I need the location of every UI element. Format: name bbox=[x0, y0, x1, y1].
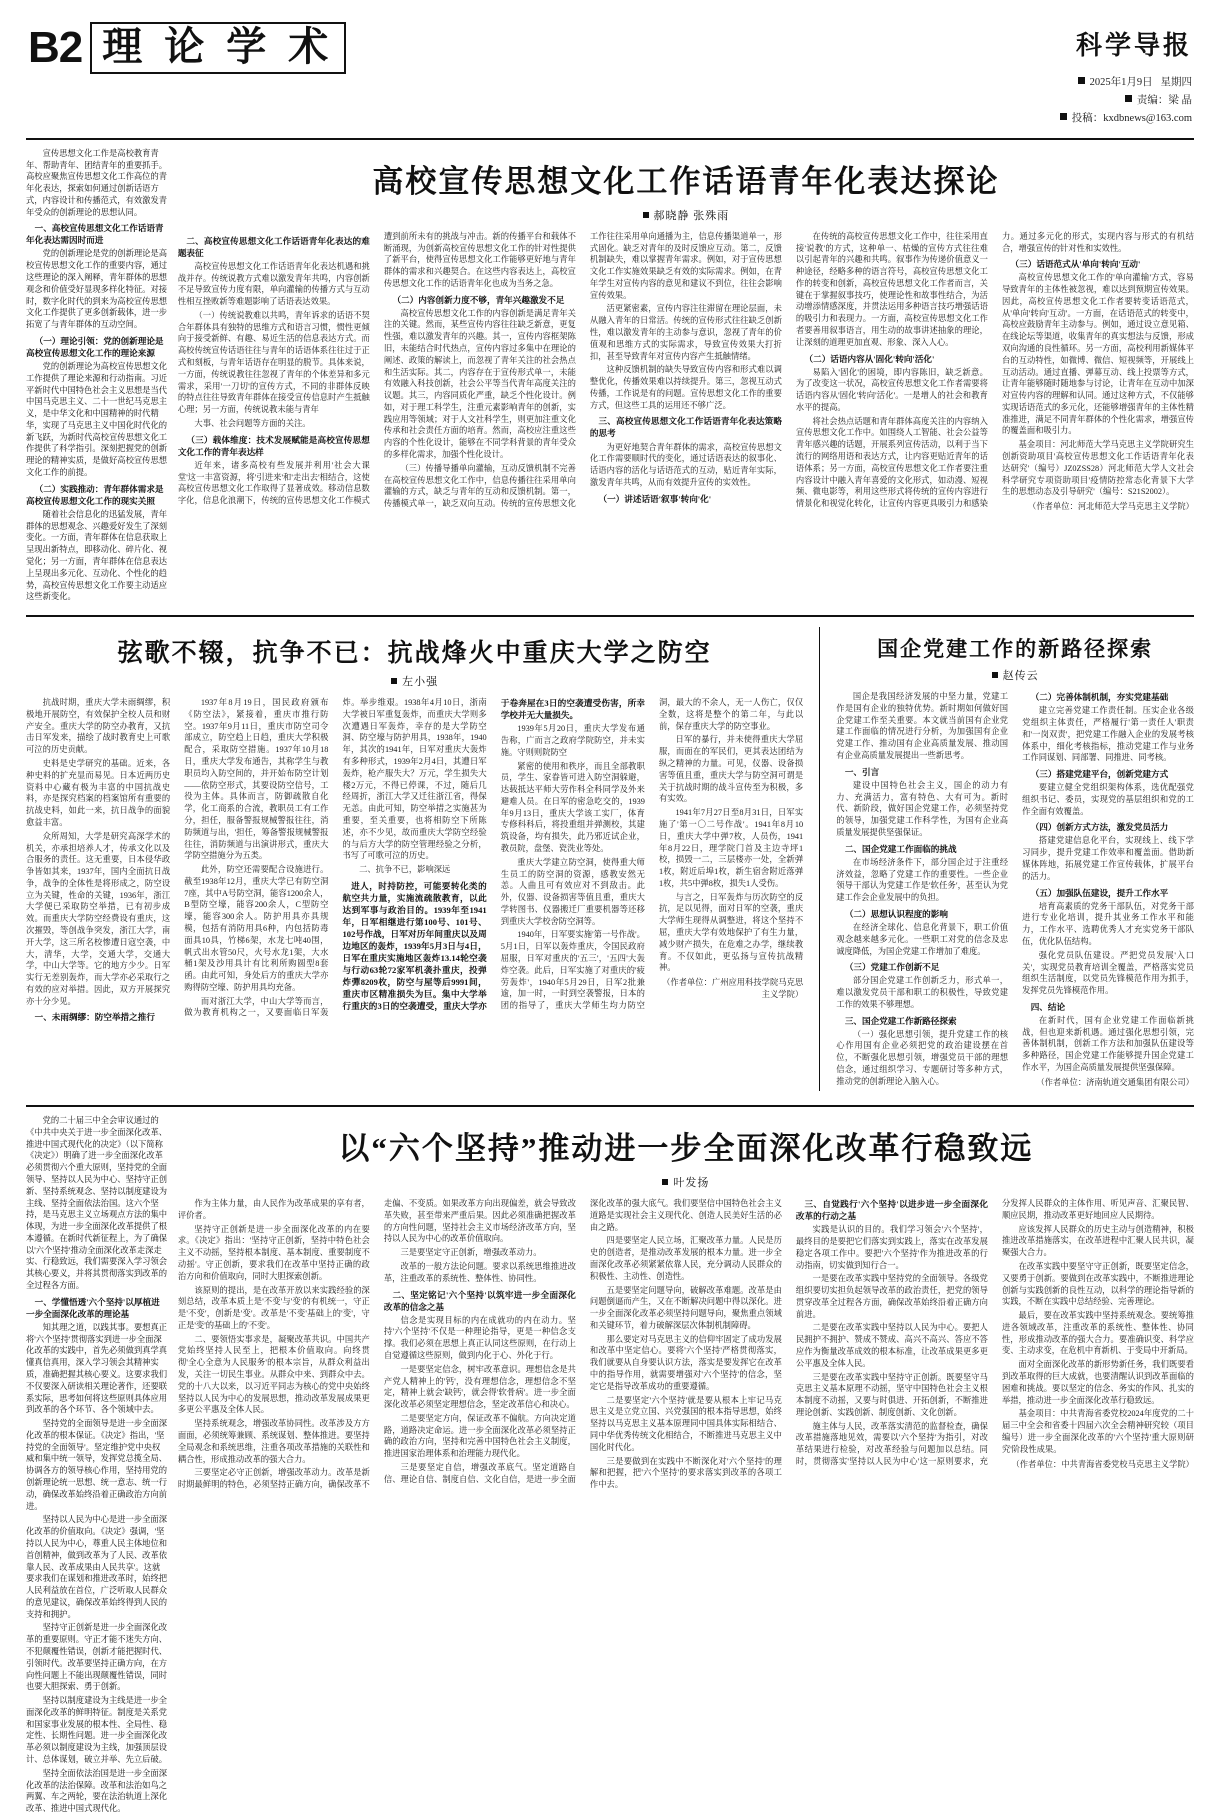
subheading: （二）实践推动：青年群体需求是高校宣传思想文化工作的现实关照 bbox=[26, 483, 164, 506]
paragraph: 坚持守正创新是进一步全面深化改革的重要原则。守正才能不迷失方向、不犯颠覆性错误，创新才能把握时代、引领时代。改革要坚持正确方向，在方向性问题上不能出现颠覆性错误，同时也要大胆探索、勇于创新。 bbox=[26, 1623, 168, 1692]
subheading: 二、坚定铭记'六个坚持'以筑牢进一步全面深化改革的信念之基 bbox=[383, 1289, 576, 1312]
section-middle bbox=[0, 617, 1220, 1095]
author-name: 叶发扬 bbox=[673, 1177, 710, 1190]
date-text: 2025年1月9日 bbox=[1089, 77, 1153, 89]
paragraph: 二、抗争不已，影响深远 bbox=[359, 865, 451, 875]
paragraph: 建设中国特色社会主义，国企的动力有力、充满活力，富有特色、大有可为。新时代、新阶段，做好国企党建工作，必须坚持党的领导，加强党建工作科学性，为国有企业高质量发展提供坚强保证。 bbox=[836, 780, 1009, 837]
paragraph: 知其理之道，以践其事。要想真正将'六个坚持'贯彻落实到进一步全面深化改革的实践中，首先必须做到真学真懂真信真用，深入学习领会其精神实质，准确把握其核心要义。这要求我们不仅要深入研读相关理论著作，还要联系实际，思考如何将这些原则具体应用到改革的各个环节、各个领域中去。 bbox=[26, 1322, 168, 1415]
article-1 bbox=[0, 140, 1220, 605]
author-names: 郝晓静 张殊雨 bbox=[653, 209, 730, 222]
subheading: 二、高校宣传思想文化工作话语青年化表达的难题表征 bbox=[177, 235, 370, 258]
paragraph: 重庆大学建立防空洞，使得重大师生员工的防空洞的资源，感教安然无恙。人曲且可有效应对不到敌击。此外，仪器、设备损害等值且重，重庆大学转图书、仪器搬迁厂重要机器等还移到重庆大学校舍防空洞等。 bbox=[500, 857, 645, 926]
paragraph: 众所周知，大学是研究高深学术的机关，亦承担培养人才，传承文化以及合服务的责任。这无重要，日本侵华政争皆如其来，1937年，国内全面抗日战争，战争的全体性是将形成之，防空设立为关键，性命的关键，1936年，浙江大学便已采取防空举措，已有初步成效。而重庆大学防空经费设有重庆，这次摧毁，等创战争突发，浙江大学，南开大学，这三所名校惨遭日寇空袭，中大，清华，大学，交通大学，交通大学，中山大学等。它的地方少少。日军实行无差别轰炸，而大学亦必采取行之有效的应对举措。因此，双方开展探究亦十分少见。 bbox=[26, 831, 171, 1006]
paragraph: 此外，防空还需要配合设施进行。截至1938年12月，重庆大学已有防空洞7座，其中A号防空洞，能容1200余人，B型防空壕，能容200余人，C型防空壕，能容300余人。防护用具亦具规模，包括有消防用具6种，内包括防毒面具10具，竹梯6架，水龙七吨40围，帆式出水管50尺，火号水龙1架，大水桶1架及沙用具计有比利所购圆型8套函。由此可知，身处后方的重庆大学亦购得防空壕、防护用具均充备。 bbox=[184, 865, 329, 992]
bullet-square-icon bbox=[1125, 95, 1132, 102]
subheading: （二）内容创新力度不够，青年兴趣激发不足 bbox=[392, 294, 565, 305]
subheading: （一）理论引领：党的创新理论是高校宣传思想文化工作的理论来源 bbox=[26, 335, 164, 358]
article-1-main bbox=[178, 148, 1194, 605]
subheading: （二）话语内容从'固化'转向'活化' bbox=[804, 353, 935, 364]
paragraph: 为更好地契合青年群体的需求，高校宣传思想文化工作需要顺时代的变化，通过话语表达的叙事化、话语内容的活化与话语范式的互动，贴近青年实际，激发青年共鸣，从而有效提升宣传的实效性。 bbox=[589, 442, 782, 487]
article-4-main bbox=[178, 1115, 1194, 1817]
article-4-left-column bbox=[26, 1115, 178, 1817]
paragraph: 高校宣传思想文化工作的'单向灌输'方式，容易导致青年的主体性被忽视，难以达到预期宣传效果。因此，高校宣传思想文化工作者要转变话语范式，从'单向'转向'互动'。一方面，在话语范式的转变中，高校应鼓励青年主动参与。例如，通过设立意见箱、在线论坛等渠道，收集青年的真实想法与反馈，形成双向沟通的良性循环。另一方面，高校利用新媒体平台的互动特性，如微博、微信、短视频等，开展线上互动活动。通过直播、弹幕互动、线上投票等方式，让青年能够随时随地参与讨论，让青年在互动中加深对宣传内容的理解和认同。通过这种方式，不仅能够实现话语范式的多元化，还能够增强青年的主体性精准推进，满足不同青年群体的个性化需求，增强宣传的覆盖面和吸引力。 bbox=[1001, 273, 1194, 436]
subheading: 一、未雨绸缪：防空举措之推行 bbox=[34, 1012, 155, 1023]
paragraph: 随着社会信息化的迅猛发展，青年群体的思想观念、兴趣爱好发生了深刻变化。一方面，青年群体在信息获取上呈现出新特点，即移动化、碎片化、视觉化；另一方面，青年群体在信息表达上呈现出多元化、互动化、个性化的趋势，高校宣传思想文化工作要主动适应这些新变化。 bbox=[26, 509, 168, 602]
article-1-body bbox=[178, 231, 1194, 513]
paragraph: （三）传播导播单向灌输，互动反馈机制不完善在高校宣传思想文化工作中，信息传播往往采用单向灌输的方式，缺乏与青年的互动和反馈机制。第一，传播模式单一，缺乏双向互动。传统的宣传思想文化工作往往采用单向通播为主，信息传播渠道单一，形式固化。缺乏对青年的及时反馈应互动。第二，反馈机制缺失，难以掌握青年需求。例如，对于宣传思想文化工作实施效果缺乏有效的实际需求。例如，在青年学生对宣传内容的意见和建议不到位，往往会影响宣传效果。 bbox=[383, 231, 782, 509]
section-title-box bbox=[90, 22, 346, 74]
paragraph: 日军的暴行，并未使得重庆大学屈服，而面在的军民们，更其表达团结为纵之精神的力量。可见，仪器、设备损害等值且重，重庆大学与防空洞可谓是关于抗战时期的战斗宣传至为积极，多有实效。 bbox=[658, 735, 804, 804]
article-2 bbox=[26, 627, 820, 1091]
paragraph: 坚持全面依法治国是进一步全面深化改革的法治保障。改革和法治如鸟之两翼、车之两轮，要在法治轨道上深化改革、推进中国式现代化。 bbox=[26, 1768, 168, 1814]
subheading: 三、国企党建工作新路径探索 bbox=[844, 1015, 957, 1026]
paragraph: 在经济全球化、信息化背景下，职工价值观念越来越多元化。一些职工对党的信念及忠诚度降低，为国企党建工作增加了难度。 bbox=[836, 922, 1009, 956]
paragraph: 在传统的高校宣传思想文化工作中，往往采用直接'说教'的方式，这种单一、枯燥的宣传方式往往难以引起青年的兴趣和共鸣。叙事作为传递价值意义一种途径，经略多种的语言符号，高校宣传思想文化工作的转变和创新，高校宣传思想文化工作者而言，关键在于掌握叙事技巧，使理论性和故事性结合，为活动增添情感深度，并贯法运用多种语言技巧增强话语的吸引力和表现力。一方面，高校宣传思想文化工作者要善用叙事语言，用生动的故事讲述抽象的理论，让深刻的道理更加直观、形象、深入人心。 bbox=[795, 231, 988, 347]
paragraph: 宣传思想文化工作是高校教育青年、帮助青年、团结青年的重要抓手。高校应聚焦宣传思想文化工作高位的青年化表达，探索如何通过创新话语方式，内容设计和传播范式，有效激发青年受众的创新理论的思想认同。 bbox=[26, 148, 168, 217]
affiliation: （作者单位：广州应用科技学院马克思主义学院） bbox=[662, 978, 804, 999]
paragraph: 强化党员队伍建设。严把党员发展'入口关'，实现党员教育培训全覆盖，严格落实党员组织生活制度，以党员先锋模范作用为抓手，发挥党员先锋模范作用。 bbox=[1022, 950, 1194, 996]
bullet-square-icon bbox=[1060, 113, 1067, 120]
paragraph: 三是要坚定守正创新，增强改革动力。 bbox=[400, 1248, 542, 1258]
subheading: （二）完善体制机制，夯实党建基础 bbox=[1030, 692, 1169, 703]
paragraph: 二是要坚定方向，保证改革不偏航。方向决定道路，道路决定命运。进一步全面深化改革必须坚持正确的政治方向，坚持和完善中国特色社会主义制度，推进国家治理体系和治理能力现代化。 bbox=[383, 1413, 576, 1459]
article-3-headline: 国企党建工作的新路径探索 bbox=[877, 637, 1154, 662]
affiliation: （作者单位：济南轨道交通集团有限公司） bbox=[1036, 1077, 1194, 1087]
paragraph: 该原则的提出，是在改革开放以来实践经验的深刻总结，改革本质上是'不变'与'变'的有机统一，守正是'不变'，创新是'变'。改革是'不变'基础上的'变'，守正是'变'的基础上的'不变'。 bbox=[177, 1285, 370, 1330]
article-3-body bbox=[836, 691, 1194, 1091]
masthead-left bbox=[28, 22, 346, 74]
paragraph: 要建立健全党组织架构体系，选优配强党组织书记、委员，实现党的基层组织和党的工作全面有效覆盖。 bbox=[1022, 783, 1194, 816]
paragraph: 面对全面深化改革的新形势新任务，我们既要看到改革取得的巨大成就，也要清醒认识到改革面临的困难和挑战。要以坚定的信念、务实的作风、扎实的举措，推动进一步全面深化改革行稳致远。 bbox=[1001, 1360, 1194, 1405]
article-3-byline bbox=[836, 667, 1194, 683]
paragraph: 在市场经济条件下，部分国企过于注重经济效益，忽略了党建工作的重要性。一些企业领导干部认为党建工作是'软任务'，甚至认为党建工作会企业发展中的负担。 bbox=[836, 857, 1009, 903]
affiliation: （作者单位：中共青海省委党校马克思主义学院） bbox=[1011, 1459, 1194, 1469]
paragraph: 三要坚定必守正创新，增强改革动力。改革是新时期最鲜明的特色，必须坚持正确方向，确保改革不走偏、不变质。如果改革方向出现偏差，就会导致改革失败，甚至带来严重后果。因此必须准确把握改革的方向性问题，坚持社会主义市场经济改革方向，坚持以人民为中心的改革价值取向。 bbox=[177, 1199, 576, 1490]
paragraph: 高校宣传思想文化工作的内容创新是满足青年关注的关键。然而，某些宣传内容往往缺乏新意，更复性强，难以激发青年的兴趣。其一，宣传内容框架陈旧，未能结合时代热点，宣传内容过多集中在理论的阐述、政策的解读上，而忽视了青年关注的社会热点和生活实际。其二，内容存在于宣传形式单一，未能有效融入科技创新，社会公平等当代青年高度关注的议题。其三，内容同质化严重，缺乏个性化设计。例如，对于理工科学生，注重元素影响青年的创新，实践应用等领域；对于人文社科学生，则更加注重文化传承和社会责任方面的培育。然而，高校应注重这些内容的个性化设计，能够在不同学科背景的青年受众的多样化需求，加强个性化设计。 bbox=[383, 308, 576, 460]
paragraph: 作为主体力量，由人民作为改革成果的享有者，评价者。 bbox=[177, 1199, 370, 1220]
article-1-left-column bbox=[26, 148, 178, 605]
paragraph: 三是要做到在实践中不断深化对'六个坚持'的理解和把握，把'六个坚持'的要求落实到改革的各项工作中去。 bbox=[589, 1456, 782, 1490]
subheading: （三）党建工作创新不足 bbox=[844, 962, 940, 973]
paragraph: 近年来，诸多高校有些发展并利用'社会大课堂'这一丰富资源，将'引进来'和'走出去'相结合，这使高校宣传思想文化工作取得了显著成效。移动信息数字化，信息化浪潮下，传统的宣传思想文化工作模式遭到前所未有的挑战与冲击。新的传播平台和载体不断涌现，为创新高校宣传思想文化工作的针对性提供了新平台，使得宣传思想文化工作能够更好地与青年群体的需求和兴趣契合。在这些内容表达上，高校宣传思想文化工作的话语青年化也成为当务之急。 bbox=[177, 231, 576, 506]
paragraph: 与言之，日军轰炸与历次防空的反抗，足以见得，面对日军的空袭，重庆大学师生现得从调整进，将这个坚持不屈，重庆大学有效地保护了有生力量，减少财产损失，在危难之办学，继续教育。不仅如此，更弘扬与宣传抗战精神。 bbox=[658, 892, 804, 973]
paper-name: 科学导报 bbox=[1075, 31, 1192, 60]
paragraph: 二是要在改革实践中坚持以人民为中心。要把人民拥护不拥护、赞成不赞成、高兴不高兴、答应不答应作为衡量改革成效的根本标准，让改革成果更多更公平惠及全体人民。 bbox=[795, 1323, 988, 1368]
affiliation: （作者单位：河北师范大学马克思主义学院） bbox=[1028, 502, 1194, 512]
paragraph: 信念是实现目标的内在成就功的内在动力。坚持'六个坚持'不仅是一种理论指导，更是一种信念支撑。我们必须在思想上真正认同这些原则，在行动上自觉遵循这些原则，做到内化于心、外化于行。 bbox=[383, 1315, 576, 1360]
article-3 bbox=[820, 627, 1194, 1091]
paragraph: 抗战时期，重庆大学未雨绸缪，积极地开展防空，有效保护全校人员和财产安全。重庆大学的防空办教育，又抗击日军发来，描绘了战时教育史上可歌可泣的历史贡献。 bbox=[26, 698, 171, 755]
bullet-square-icon bbox=[643, 212, 649, 218]
masthead-right bbox=[1060, 22, 1192, 128]
paragraph: 1937年8月19日，国民政府颁布《防空法》，紧接着，重庆市推行防空。1937年9月11日，重庆市防空司令部成立，防空趋上日趋，重庆大学积极配合，采取防空措施。1937年10月18日，重庆大学发布通告，其称学生与教职员均入防空间的，并开始布防空计划——依防空形式，其要设防空信号，工役为主体。具体而言，防御疏散自化学，化工商系的合流，教职员工有工作分，担任，服备警报规械警报往往，消防频道与出，'担任，筹备警报规械警报往往，消防频道与出演讲形式，重庆大学防空措施分为五类。 bbox=[184, 698, 329, 861]
subheading: （五）加强队伍建设，提升工作水平 bbox=[1030, 887, 1169, 898]
subheading: （四）创新方式方法，激发党员活力 bbox=[1030, 822, 1169, 833]
paragraph: 坚持以制度建设为主线是进一步全面深化改革的鲜明特征。制度是关系党和国家事业发展的根本性、全局性、稳定性、长期性问题。进一步全面深化改革必须以制度建设为主线，加强顶层设计、总体谋划，破立并举、先立后破。 bbox=[26, 1696, 168, 1764]
editor-line bbox=[1060, 92, 1192, 110]
subheading: （三）搭建党建平台，创新党建方式 bbox=[1030, 769, 1169, 780]
author-name: 赵传云 bbox=[1002, 670, 1039, 683]
submission-text: 投稿：kxdbnews@163.com bbox=[1071, 112, 1192, 124]
paragraph: 将社会热点话题和青年群体高度关注的内容纳入宣传思想文化工作中。如围绕人工智能、社会公益等青年感兴趣的话题，开展系列宣传活动，以利于当下流行的网络用语和表达方式，让内容更贴近青年的话语体系；另一方面，高校宣传思想文化工作者要注重内容设计中融入青年喜爱的文化形式，如动漫、短视频、微电影等，利用这些形式将传统的宣传内容进行情景化和视觉化转化，让宣传内容更具吸引力和感染力。通过多元化的形式，实现内容与形式的有机结合，增强宣传的针对性和实效性。 bbox=[795, 231, 1194, 509]
subheading: （三）载体维度：技术发展赋能是高校宣传思想文化工作的青年表达样 bbox=[177, 434, 370, 457]
paragraph: 一是要坚定信念，树牢改革意识。理想信念是共产党人精神上的'钙'，没有理想信念，理想信念不坚定，精神上就会'缺钙'，就会得'软骨病'。进一步全面深化改革必须坚定理想信念，坚定改革信心和决心。 bbox=[383, 1364, 576, 1410]
funding-note: 基金项目：中共青海省委党校2024年度党的二十届三中全会和省委十四届六次全会精神研究较（项目编号）进一步全面深化改革的'六个坚持'重大原则研究'阶段性成果。 bbox=[1001, 1409, 1194, 1454]
bullet-square-icon bbox=[391, 678, 397, 684]
subheading: 三、自觉践行'六个坚持'以进步进一步全面深化改革的行动之基 bbox=[795, 1199, 988, 1222]
paragraph: （一）强化思想引领，提升党建工作的核心作用国有企业必须把党的政治建设摆在首位，不断强化思想引领，增强党员干部的理想信念，通过组织学习、专题研讨等多种方式，推动党的创新理论入脑入心。 bbox=[836, 1029, 1009, 1086]
paragraph: 施主体与人民，改革落实清范的监督检查，确保改革措施落地见效，需要以'六个坚持'为指引，对改革结果进行检验，对改革经验与问题加以总结。同时，贯彻落实'坚持以人民为中心'这一原则要求，充分发挥人民群众的主体作用、听见声音、汇聚民智、顺应民期，推动改革更好地回应人民期待。 bbox=[795, 1199, 1194, 1466]
subheading: （三）话语范式从'单向'转向'互动' bbox=[1010, 259, 1141, 270]
subheading: 四、结论 bbox=[1030, 1001, 1066, 1012]
paragraph: 易陷入'固化'的困境，即内容陈旧，缺乏新意。为了改变这一状况，高校宣传思想文化工作者需要将话语内容从'固化'转向'活化'。一是增人的社会和教育水平的提高。 bbox=[795, 367, 988, 412]
paragraph: 史料是史学研究的基础。近来，各种史料的扩充显而易见。日本近两历史资料中心藏有极为丰富的中国抗战史料，亦是探究档案的档案馆所有重要的抗战史料，如此一来，抗日战争的面貌愈益丰富。 bbox=[26, 759, 171, 827]
paragraph: 高校宣传思想文化工作话语青年化表达机遇和挑战并存。传统说教方式难以激发青年共鸣，内容创新不足导致宣传力度有限，单向灌输的传播方式与互动性相互挫败新等难题影响了话语表达效果。 bbox=[177, 261, 370, 307]
article-4-headline: 以“六个坚持”推动进一步全面深化改革行稳致远 bbox=[338, 1131, 1034, 1167]
article-4 bbox=[0, 1107, 1220, 1817]
paragraph: 活更紧密素，宣传内容注往滞留在理论层面，未从融入青年的日常活。传统的宣传形式往往缺乏创新性，难以激发青年的主动参与意识，忽视了青年的价值观和思维方式的实际需求，导致宣传效果大打折扣，甚至导致青年对宣传内容产生抵触情绪。 bbox=[589, 304, 782, 361]
bullet-square-icon bbox=[662, 1179, 668, 1185]
paragraph: 基金项目：河北师范大学马克思主义学院研究生创新资助项目'高校宣传思想文化工作话语青年化表达研究'（编号）JZ0ZSS28）河北师范大学人文社会科学研究专项资助项目'疫情防控常态化背景下大学生的思想动态及引导研究'（编号：S21S2002）。 bbox=[1001, 440, 1194, 497]
paragraph: 紧密的使用和秩序，而且全部教职员，学生、家眷皆可进入防空洞躲避，达载抵达平师大劳作科全科同学及外来避难人员。在日军的密急吃交的，1939年9月13日，重庆大学该工实厂，体育专修科科后，将投重组并弹测校，其建筑设备，均有损失，此乃邪近试企业，教员院，盘堡、瓷洗业等处。 bbox=[500, 761, 645, 853]
masthead bbox=[0, 0, 1220, 134]
paragraph: 三是要在改革实践中坚持守正创新。既要坚守马克思主义基本原理不动摇，坚守中国特色社会主义根本制度不动摇，又要与时俱进、开拓创新，不断推进理论创新、实践创新、制度创新、文化创新。 bbox=[795, 1372, 988, 1417]
submission-line bbox=[1060, 110, 1192, 128]
subheading: 进人，时持防控，可能要转化类的航空共力量，实施流疏散教育，以此达到军事与政治目的。1939年至1941年，日军相继进行第100号、101号、102号作战，日军对历年间重庆以及周边地区的轰炸，1939年5月3日与4日，日军在重庆实施地区轰炸13.14轮空袭与行动63轮72家军机袭扑重庆，投弹炸彈8209枚，防空与屋等后9991间，重庆市区精准损失为巨。集中大学举行重庆的3日的空袭遭受，重庆大学亦于卷奔屋在3日的空袭遭受伤害，所幸学校并无大量损失。 bbox=[342, 698, 645, 1012]
paragraph: 搭建党建信息化平台，实现线上、线下学习同步，提升党建工作效率和覆盖面。借助新媒体阵地，拓展党建工作宣传载体，扩展平台的活力。 bbox=[1022, 836, 1194, 881]
article-2-headline: 弦歌不辍，抗争不已：抗战烽火中重庆大学之防空 bbox=[117, 640, 712, 668]
paragraph: 实践是认识的目的。我们学习领会'六个坚持'，最终目的是要把它们落实到实践上，落实在改革发展稳定各项工作中。要把'六个坚持'作为推进改革的行动指南，切实做到知行合一。 bbox=[795, 1225, 988, 1270]
article-1-headline: 高校宣传思想文化工作话语青年化表达探论 bbox=[372, 163, 1000, 199]
paragraph: 在改革实践中要坚守守正创新，既要坚定信念，又要勇于创新。要做到在改革实践中，不断推进理论创新与实践创新的良性互动，以科学的理论指导新的实践，不断在实践中总结经验、完善理论。 bbox=[1001, 1262, 1194, 1307]
paragraph: 最后，要在改革实践中坚持系统观念。要统筹推进各领域改革，注重改革的系统性、整体性、协同性，形成推动改革的强大合力。要准确识变、科学应变、主动求变，在危机中育新机、于变局中开新局。 bbox=[1001, 1311, 1194, 1356]
subheading: 二、国企党建工作面临的挑战 bbox=[844, 843, 957, 854]
paragraph: 应该发挥人民群众的历史主动与创造精神，积极推进改革措施落实，在改革进程中汇聚人民共识，凝聚强大合力。 bbox=[1001, 1224, 1194, 1258]
weekday-text: 星期四 bbox=[1160, 77, 1192, 89]
editor-text: 责编：梁 晶 bbox=[1136, 95, 1192, 107]
paragraph: 坚持系统观念，增强改革协同性。改革涉及方方面面，必须统筹兼顾、系统谋划、整体推进。要坚持全局观念和系统思维，注重各项改革措施的关联性和耦合性，形成推动改革的强大合力。 bbox=[177, 1419, 370, 1464]
subheading: 一、学懂悟透'六个坚持'以厚植进一步全面深化改革的理论基 bbox=[26, 1296, 160, 1319]
paragraph: 国企是我国经济发展的中坚力量，党建工作是国有企业的独特优势。新时期如何做好国企党建工作至关重要。本文就当前国有企业党建工作面临的情况进行分析，为加强国有企业党建工作、推动国有企业高质量发展、推动国有企业高质量发展提出一些新思考。 bbox=[836, 692, 1009, 761]
article-1-byline bbox=[178, 207, 1194, 223]
author-name: 左小强 bbox=[402, 676, 439, 689]
article-2-body bbox=[26, 697, 803, 1023]
paragraph: 在新时代，国有企业党建工作面临新挑战，但也迎来新机遇。通过强化思想引领，完善体制机制，创新工作方法和加强队伍建设等多种路径，国企党建工作能够提升国企党建工作水平，为国企高质量发展提供坚强保障。 bbox=[1022, 1015, 1194, 1073]
bullet-square-icon bbox=[992, 672, 998, 678]
paragraph: 1941年7月27日至8月31日，日军实施了'第一〇二号作战'。1941年8月10日，重庆大学中弹7枚，人员伤，1941年8月22日，理学院门首及主边寺坪1校，损毁一二，三层楼亦一处，全新弹1枚，附近后埠1枚，新生宿舍附近落弹1枚，共5中弹8枚，损失1人受伤。 bbox=[658, 808, 804, 888]
paragraph: 1939年5月20日，重庆大学发布通告称，广而言之政府学院防空，并未实施。守则则院防空 bbox=[500, 724, 645, 757]
paragraph: 坚持守正创新是进一步全面深化改革的内在要求。《决定》指出：'坚持守正创新，坚持中特色社会主义不动摇，坚持根本制度、基本制度、重要制度不动摇'。守正创新，要求我们在改革中坚持正确的政治方向和价值取向，同时大胆探索创新。 bbox=[177, 1224, 370, 1281]
subheading: 一、引言 bbox=[844, 766, 880, 777]
bullet-square-icon bbox=[1078, 77, 1085, 84]
paragraph: 三是要坚定自信，增强改革底气。坚定道路自信、理论自信、制度自信、文化自信，是进一步全面深化改革的强大底气。我们要坚信中国特色社会主义道路是实现社会主义现代化、创造人民美好生活的必由之路。 bbox=[383, 1199, 782, 1484]
paragraph: 四是要坚定人民立场，汇聚改革力量。人民是历史的创造者，是推动改革发展的根本力量。进一步全面深化改革必须紧紧依靠人民，充分调动人民群众的积极性、主动性、创造性。 bbox=[589, 1236, 782, 1281]
paragraph: 改革的一般方法论问题。要求以系统思维推进改革，注重改革的系统性、整体性、协同性。 bbox=[383, 1262, 576, 1283]
date-line bbox=[1060, 74, 1192, 92]
subheading: （二）思想认识程度的影响 bbox=[844, 908, 948, 919]
subheading: 三、高校宣传思想文化工作话语青年化表达策略的思考 bbox=[589, 416, 782, 439]
paragraph: 大事、社会问题等方面的关注。 bbox=[194, 418, 311, 428]
paragraph: 那么要定对马克思主义的信仰牢固定了成功发展和改革中坚定信心。要将'六个坚持'严格贯彻落实，我们就要从自身要认识方法，落实是要发挥它在改革中的指导作用，就需要增强对'六个坚持'的信念，坚定它是指导改革成功的重要遵循。 bbox=[589, 1334, 782, 1391]
paragraph: 1940年，日军要实施'第一号作战'。5月1日，日军以轰炸重庆，令国民政府屈服，日军对重庆的'五三'，'五四'大轰炸空袭。此后，日军实施了对重庆的'疲劳轰炸'，1940年5月29日，日军2批兼逾，加一时，一时到空袭警报，日本的团的指导了，重庆大学师生均力防空洞，最大的不余人，无一人伤亡，仅仅全数，这将是整个的第二年，与此以前，保存重庆大学的防空事业。 bbox=[500, 698, 804, 1011]
paragraph: （一）传统说教难以共鸣，青年诉求的话语不契合年群体具有独特的思维方式和语言习惯，惯性更倾向于接受新鲜、有趣、易近生活的信息表达方式。而高校传统宣传话语往往与青年的话语体系往往过于正式和刻板，与青年话语存在明显的脱节。具体来说，一方面，传统说教往往忽视了青年的个体差异和多元需求，采用'一刀切'的宣传方式，不同的非群体反映的特点往往导致青年群体在接受宣传信息时产生抵触心理；另一方面，传统说教未能与青年 bbox=[177, 310, 370, 415]
paragraph: 而对浙江大学，中山大学等而言，做为教育机构之一，又要面临日军轰炸。举步维艰。1938年4月10日，浙南大学被日军重复轰炸，而重庆大学则多次遭遇日军轰炸，幸存的是大学防空洞、防空壕与防护用具，1938年，1940年，其次的1941年，日军对重庆大轰炸有多种形式，1939年2月4日，其遭日军轰炸，枪产服失大？万元，学生损失大楼2万元，不得已停课，不过，随后几经周折，浙江大学又迁往浙江省，得保无恙。由此可知，防空举措之实施甚为重要，至关重要，也将相防空下所陈述，亦不少见，故而重庆大学防空经验的与后方大学的防空管理经验之分析，书写了可歌可泣的历史。 bbox=[184, 698, 487, 1018]
subheading: （一）讲述话语'叙事'转向'化' bbox=[598, 493, 712, 504]
article-4-body bbox=[178, 1198, 1194, 1491]
paragraph: 培育高素质的党务干部队伍，对党务干部进行专业化培训，提升其业务工作水平和能力，工作水平、选聘优秀人才充实党务干部队伍，优化队伍结构。 bbox=[1022, 901, 1194, 946]
paragraph: 一是要在改革实践中坚持党的全面领导。各级党组织要切实担负起领导改革的政治责任，把党的领导贯穿改革全过程各方面，确保改革始终沿着正确方向前进。 bbox=[795, 1274, 988, 1319]
paragraph: 建立完善党建工作责任制。压实企业各级党组织主体责任，严格履行'第一责任人'职责和'一岗双责'，把党建工作融入企业的发展考核体系中，细化考核指标，推动党建工作与业务工作同谋划、同部署、同推进、同考核。 bbox=[1022, 706, 1194, 763]
paragraph: 五是要坚定问题导向，破解改革难题。改革是由问题倒逼而产生，又在不断解决问题中得以深化。进一步全面深化改革必须坚持问题导向，聚焦重点领域和关键环节，着力破解深层次体制机制障碍。 bbox=[589, 1285, 782, 1330]
paragraph: 坚持党的全面领导是进一步全面深化改革的根本保证。《决定》指出，'坚持党的全面领导'。坚定维护党中央权威和集中统一领导，发挥党总揽全局、协调各方的领导核心作用，坚持用党的创新理论统一思想、统一意志、统一行动，确保改革始终沿着正确政治方向前进。 bbox=[26, 1419, 168, 1511]
subheading: 一、高校宣传思想文化工作话语青年化表达需因时而进 bbox=[26, 223, 164, 246]
paragraph: 部分国企党建工作创新乏力，形式单一，难以激发党员干部和职工的积极性，导致党建工作的效果不够理想。 bbox=[836, 976, 1009, 1009]
section-title: 理 论 学 术 bbox=[102, 24, 335, 69]
paragraph: 党的创新理论为高校宣传思想文化工作提供了理论来源和行动指南。习近平新时代中国特色社会主义思想是当代中国马克思主义、二十一世纪马克思主义，是中华文化和中国精神的时代精华，实现了马克思主义中国化时代化的新飞跃，为新时代高校宣传思想文化工作提供了科学指引。深刻把握党的创新理论的精神实质，是做好高校宣传思想文化工作的前提。 bbox=[26, 362, 168, 478]
paragraph: 这种反馈机制的缺失导致宣传内容和形式难以调整优化，传播效果难以持续提升。第三，忽视互动式传播，工作说是有的问题。宣传思想文化工作的重要方式，但这些工具的运用还不够广泛。 bbox=[589, 365, 782, 410]
paragraph: 二、要领悟实事求是，凝聚改革共识。中国共产党始终坚持人民至上，把根本价值取向。向终贯彻'全心全意为人民服务'的根本宗旨，从群众利益出发，关注一切民生事业。从群众中来、到群众中去。党的十八大以来，以习近平同志为核心的党中央始终坚持以人民为中心的发展思想，推动改革发展成果更多更公平惠及全体人民。 bbox=[177, 1334, 370, 1415]
paragraph: 党的创新理论是党的创新理论是高校宣传思想文化工作的重要内容，通过这些理论的深入阐释，青年群体的思想观念和价值受好显现多样化特征。对接时，数字化时代的到来为高校宣传思想文化工作提供了更多创新载体，进一步拓宽了与青年群体的互动空间。 bbox=[26, 249, 168, 330]
paragraph: 二是要坚定'六个坚持'就是要从根本上牢记马克思主义是立党立国、兴党强国的根本指导思想，始终坚持以马克思主义基本原理同中国具体实际相结合、同中华优秀传统文化相结合，不断推进马克思主义中国化时代化。 bbox=[589, 1395, 782, 1452]
page-number: B2 bbox=[28, 23, 83, 72]
paragraph: 党的二十届三中全会审议通过的《中共中央关于进一步全面深化改革、推进中国式现代化的决定》（以下简称《决定》）明确了进一步全面深化改革必须贯彻六个重大原则，坚持党的全面领导、坚持以人民为中心、坚持守正创新、坚持系统观念、坚持以制度建设为主线、坚持全面依法治国。这六个坚持，是马克思主义立场观点方法的集中体现，为进一步全面深化改革提供了根本遵循。在新时代新征程上，为了确保以'六个坚持'推动全面深化改革走深走实、行稳致远，我们需要深入学习领会其核心要义，并将其贯彻落实到改革的全过程各方面。 bbox=[26, 1116, 168, 1291]
paragraph: 坚持以人民为中心是进一步全面深化改革的价值取向。《决定》强调，'坚持以人民为中心，尊重人民主体地位和首创精神，做到改革为了人民、改革依靠人民、改革成果由人民共享'。这就要求我们在谋划和推进改革时，始终把人民利益放在首位，广泛听取人民群众的意见建议，确保改革始终得到人民的支持和拥护。 bbox=[26, 1515, 168, 1619]
article-4-byline bbox=[178, 1174, 1194, 1190]
article-2-byline bbox=[26, 673, 803, 689]
